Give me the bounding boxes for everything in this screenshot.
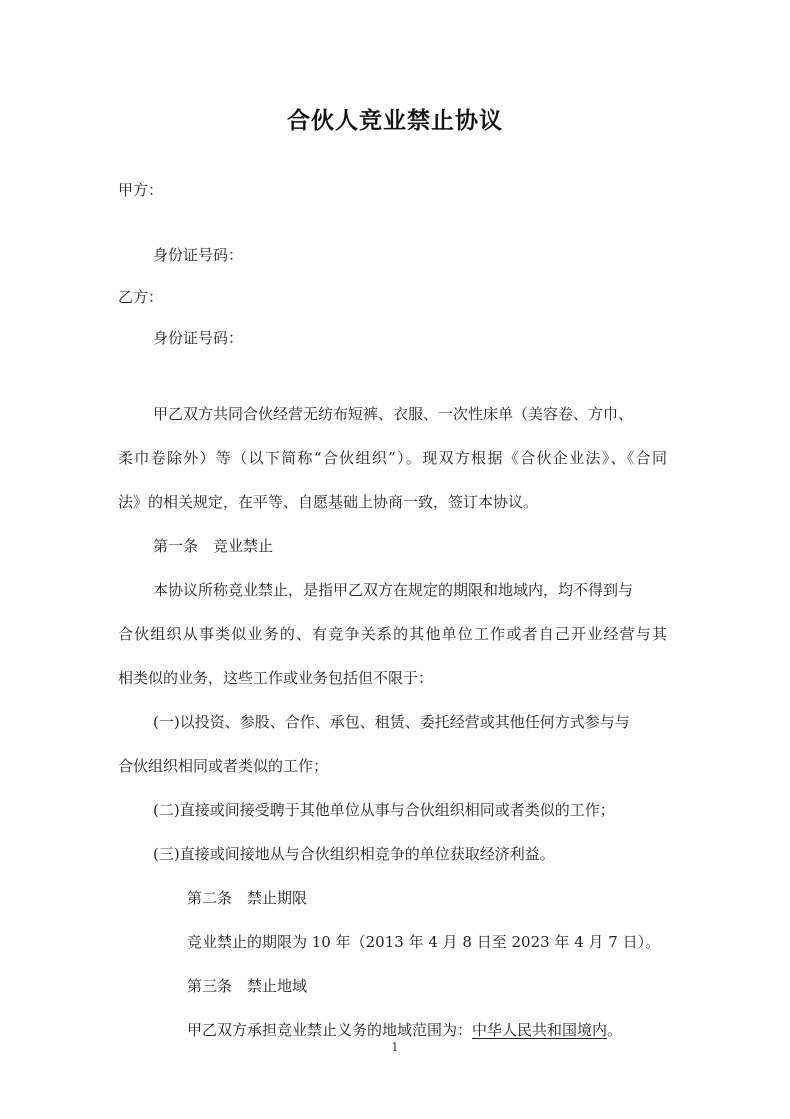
party-b-id-label: 身份证号码： <box>153 329 244 347</box>
article-1-item-3: (三)直接或间接地从与合伙组织相竞争的单位获取经济利益。 <box>153 845 555 863</box>
article-3-body <box>187 1020 622 1040</box>
article-3-body-prefix: 甲乙双方承担竞业禁止义务的地域范围为： <box>187 1021 473 1039</box>
article-3-body-suffix: 。 <box>607 1021 623 1039</box>
preamble-line-1: 甲乙双方共同合伙经营无纺布短裤、衣服、一次性床单（美容卷、方巾、 <box>153 405 634 423</box>
article-1-item-1-line-1: (一)以投资、参股、合作、承包、租赁、委托经营或其他任何方式参与与 <box>153 713 630 731</box>
article-1-item-1-line-2: 合伙组织相同或者类似的工作； <box>118 757 329 775</box>
article-2-heading: 第二条 禁止期限 <box>187 889 308 907</box>
preamble-line-2: 柔巾卷除外）等（以下简称“合伙组织”）。现双方根据《合伙企业法》、《合同 <box>118 449 667 467</box>
page-number: 1 <box>391 1040 399 1054</box>
party-a-label: 甲方： <box>118 181 164 199</box>
party-b-label: 乙方： <box>118 288 164 306</box>
article-3-heading: 第三条 禁止地域 <box>187 977 308 995</box>
document-title: 合伙人竞业禁止协议 <box>287 107 503 134</box>
article-1-body-line-1: 本协议所称竞业禁止，是指甲乙双方在规定的期限和地域内，均不得到与 <box>153 581 634 599</box>
article-1-body-line-3: 相类似的业务，这些工作或业务包括但不限于： <box>118 669 434 687</box>
preamble-line-3: 法》的相关规定，在平等、自愿基础上协商一致，签订本协议。 <box>118 493 539 511</box>
article-1-heading: 第一条 竞业禁止 <box>153 537 274 555</box>
article-1-body-line-2: 合伙组织从事类似业务的、有竞争关系的其他单位工作或者自己开业经营与其 <box>118 625 667 643</box>
article-1-item-2: (二)直接或间接受聘于其他单位从事与合伙组织相同或者类似的工作； <box>153 801 615 819</box>
party-a-id-label: 身份证号码： <box>153 246 244 264</box>
article-3-region: 中华人民共和国境内 <box>472 1021 608 1039</box>
article-2-body: 竞业禁止的期限为 10 年（2013 年 4 月 8 日至 2023 年 4 月 7 日）。 <box>187 933 661 951</box>
